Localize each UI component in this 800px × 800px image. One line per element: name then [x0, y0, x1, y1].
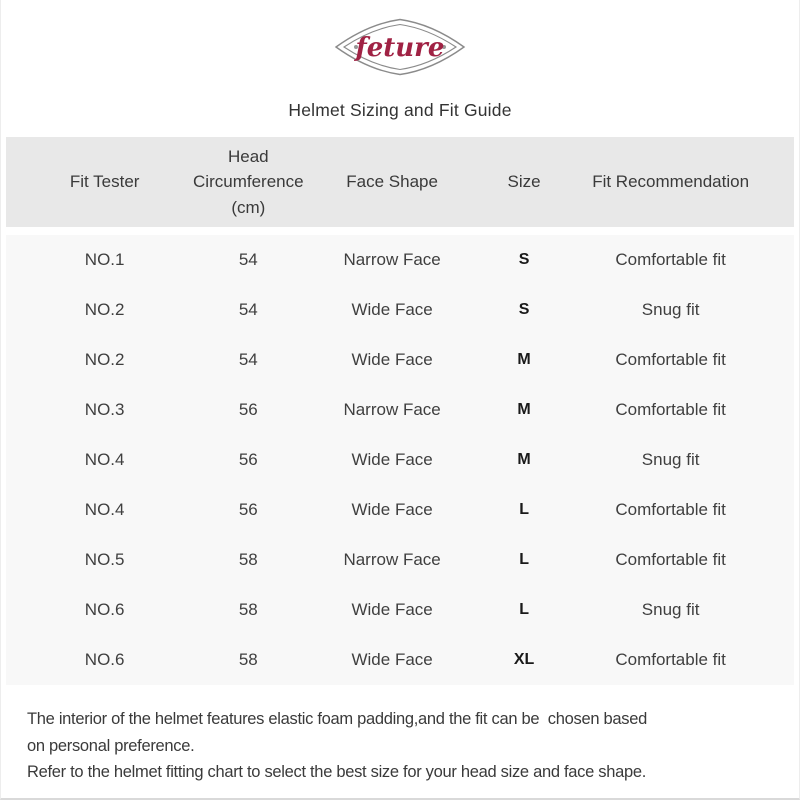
- size-value: L: [519, 601, 529, 618]
- fit-tester-value: NO.4: [84, 500, 125, 520]
- fit-recommendation-value: Comfortable fit: [615, 250, 726, 270]
- circumference-value: 58: [238, 650, 258, 670]
- footer-notes: [1, 685, 799, 786]
- circumference-value: 56: [238, 450, 258, 470]
- fit-recommendation-value: Comfortable fit: [615, 650, 726, 670]
- fit-tester-value: NO.2: [84, 300, 125, 320]
- table-row: [6, 385, 794, 435]
- diamond-logo-icon: [333, 15, 467, 79]
- face-shape-value: Narrow Face: [343, 400, 441, 420]
- table-header-row: [6, 137, 794, 227]
- face-shape-value: Narrow Face: [343, 250, 441, 270]
- column-header-fit-tester: Fit Tester: [69, 172, 140, 192]
- size-value: M: [517, 351, 531, 368]
- table-row: [6, 485, 794, 535]
- face-shape-value: Wide Face: [351, 300, 433, 320]
- size-value: M: [517, 401, 531, 418]
- size-value: M: [517, 451, 531, 468]
- table-row: [6, 435, 794, 485]
- fit-recommendation-value: Comfortable fit: [615, 500, 726, 520]
- table-body: [6, 235, 794, 685]
- fit-recommendation-value: Snug fit: [641, 600, 700, 620]
- fit-tester-value: NO.1: [84, 250, 125, 270]
- face-shape-value: Narrow Face: [343, 550, 441, 570]
- face-shape-value: Wide Face: [351, 350, 433, 370]
- fit-tester-value: NO.6: [84, 650, 125, 670]
- face-shape-value: Wide Face: [351, 600, 433, 620]
- size-value: XL: [513, 651, 535, 668]
- fit-recommendation-value: Snug fit: [641, 450, 700, 470]
- fit-tester-value: NO.6: [84, 600, 125, 620]
- size-value: L: [519, 501, 529, 518]
- size-value: L: [519, 551, 529, 568]
- circumference-value: 54: [238, 300, 258, 320]
- face-shape-value: Wide Face: [351, 650, 433, 670]
- table-row: [6, 585, 794, 635]
- fit-recommendation-value: Comfortable fit: [615, 350, 726, 370]
- fit-tester-value: NO.4: [84, 450, 125, 470]
- column-header-head-circumference: Head Circumference (cm): [193, 146, 304, 217]
- brand-name-text: feture: [355, 33, 445, 63]
- brand-logo: [333, 15, 467, 79]
- page-title: Helmet Sizing and Fit Guide: [288, 100, 512, 120]
- circumference-value: 56: [238, 400, 258, 420]
- footer-note-line: on personal preference.: [27, 736, 195, 755]
- column-header-face-shape: Face Shape: [346, 172, 438, 192]
- fit-recommendation-value: Snug fit: [641, 300, 700, 320]
- fit-tester-value: NO.3: [84, 400, 125, 420]
- table-row: [6, 335, 794, 385]
- footer-note-line: Refer to the helmet fitting chart to select the best size for your head size and face shape.: [27, 763, 647, 781]
- footer-note-line: The interior of the helmet features elastic foam padding,and the fit can be chosen based: [27, 710, 647, 728]
- sizing-table: [1, 137, 799, 685]
- face-shape-value: Wide Face: [351, 500, 433, 520]
- fit-tester-value: NO.2: [84, 350, 125, 370]
- column-header-size: Size: [507, 172, 541, 192]
- table-row: [6, 535, 794, 585]
- fit-tester-value: NO.5: [84, 550, 125, 570]
- face-shape-value: Wide Face: [351, 450, 433, 470]
- table-row: [6, 635, 794, 685]
- circumference-value: 58: [238, 600, 258, 620]
- size-value: S: [518, 301, 530, 318]
- column-header-fit-recommendation: Fit Recommendation: [592, 172, 750, 192]
- circumference-value: 54: [238, 350, 258, 370]
- table-row: [6, 285, 794, 335]
- circumference-value: 54: [238, 250, 258, 270]
- fit-recommendation-value: Comfortable fit: [615, 550, 726, 570]
- circumference-value: 56: [238, 500, 258, 520]
- size-value: S: [518, 251, 530, 268]
- fit-recommendation-value: Comfortable fit: [615, 400, 726, 420]
- circumference-value: 58: [238, 550, 258, 570]
- table-row: [6, 235, 794, 285]
